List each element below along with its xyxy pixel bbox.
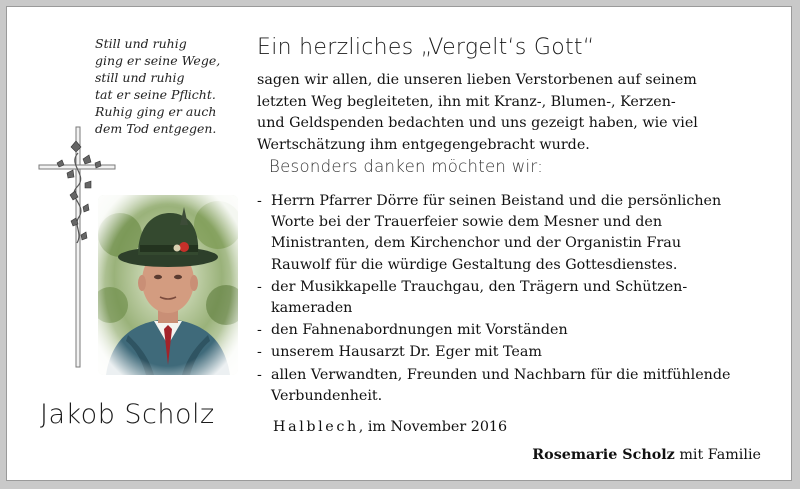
list-item-line: allen Verwandten, Freunden und Nachbarn für die mitfühlende — [271, 366, 731, 383]
list-item-line: Rauwolf für die würdige Gestaltung des Gottesdienstes. — [271, 256, 678, 273]
motto-line: tat er seine Pflicht. — [95, 87, 216, 102]
list-item-line: den Fahnenabordnungen mit Vorständen — [271, 322, 568, 339]
motto-line: ging er seine Wege, — [95, 53, 221, 68]
portrait-photo — [98, 195, 238, 375]
signature-suffix: mit Familie — [674, 447, 761, 463]
list-dash: - — [257, 322, 262, 339]
list-item — [257, 342, 787, 363]
intro-text — [257, 70, 777, 156]
list-item-line: kameraden — [271, 300, 353, 317]
list-dash: - — [257, 344, 262, 361]
list-item — [257, 277, 787, 319]
list-dash: - — [257, 366, 262, 383]
list-item-line: Herrn Pfarrer Dörre für seinen Beistand und die persönlichen — [271, 193, 722, 209]
intro-line: letzten Weg begleiteten, ihn mit Kranz-, Blumen-, Kerzen- — [257, 93, 676, 110]
list-item — [257, 191, 787, 276]
list-item-line: Worte bei der Trauerfeier sowie dem Mesner und den — [271, 214, 663, 231]
place-city: Halblech — [273, 419, 359, 435]
list-item-line: Verbundenheit. — [271, 387, 383, 404]
list-item-line: der Musikkapelle Trauchgau, den Trägern und Schützen- — [271, 278, 688, 295]
obituary-notice — [6, 6, 792, 481]
list-item-line: Ministranten, dem Kirchenchor und der Organistin Frau — [271, 235, 682, 252]
signature — [532, 447, 761, 463]
thank-you-heading: Ein herzliches „Vergelt‘s Gott“ — [257, 35, 595, 60]
motto-line: Still und ruhig — [95, 36, 187, 51]
motto-poem — [95, 35, 235, 137]
list-dash: - — [257, 278, 262, 295]
list-item — [257, 365, 787, 407]
intro-line: und Geldspenden bedachten und uns gezeigt haben, wie viel — [257, 115, 698, 131]
place-and-date — [273, 419, 507, 435]
list-item — [257, 320, 787, 341]
intro-line: sagen wir allen, die unseren lieben Verstorbenen auf seinem — [257, 72, 697, 88]
list-item-line: unserem Hausarzt Dr. Eger mit Team — [271, 344, 542, 361]
motto-line: dem Tod entgegen. — [95, 121, 217, 136]
signature-name: Rosemarie Scholz — [532, 447, 675, 463]
intro-line: Wertschätzung ihm entgegengebracht wurde. — [257, 136, 590, 153]
deceased-name: Jakob Scholz — [40, 399, 215, 430]
date-text: , im November 2016 — [358, 419, 508, 435]
special-thanks-heading: Besonders danken möchten wir: — [269, 157, 544, 176]
motto-line: still und ruhig — [95, 70, 185, 85]
thanks-list — [257, 191, 787, 408]
motto-line: Ruhig ging er auch — [95, 104, 217, 119]
list-dash: - — [257, 193, 262, 209]
